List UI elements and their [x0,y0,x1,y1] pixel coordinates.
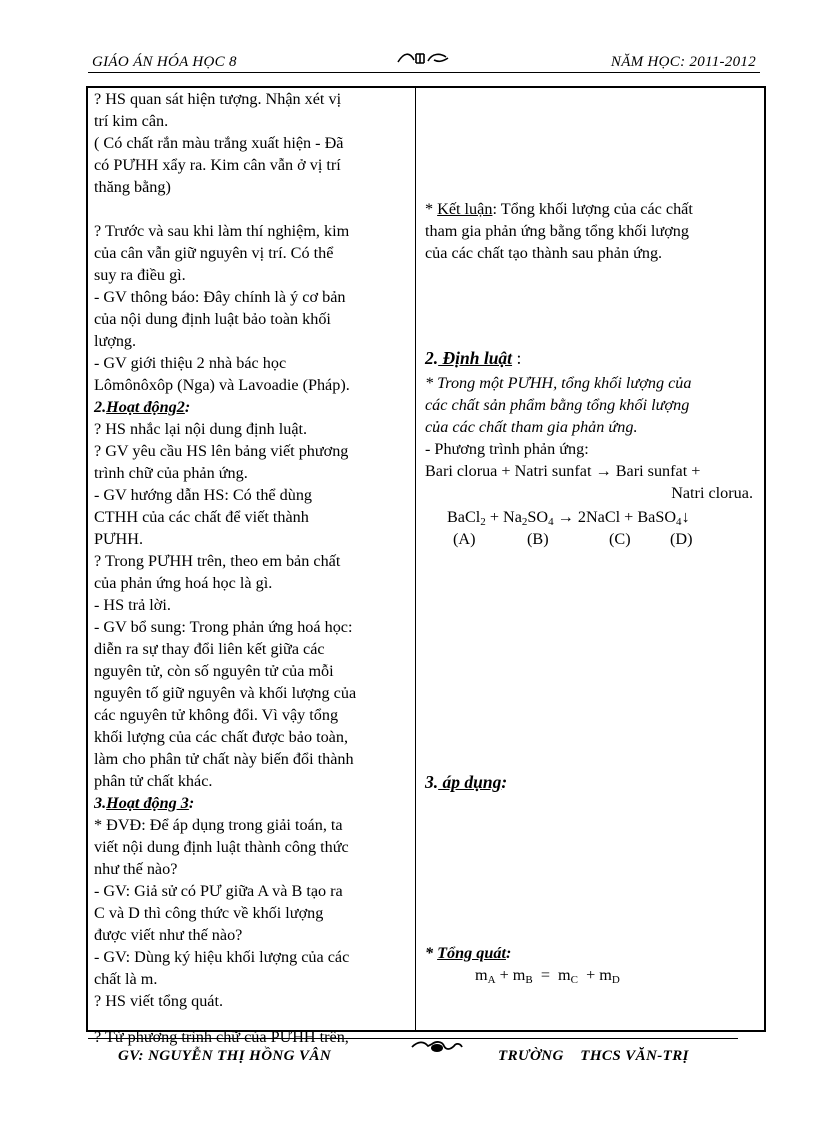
text-line: trí kim cân. [94,112,169,130]
text-line: chất là m. [94,970,158,988]
text-line: nguyên tử, còn số nguyên tử của mỗi [94,662,334,680]
column-divider [415,88,416,1030]
text-line: - HS trả lời. [94,596,171,614]
activity-2-heading: 2.Hoạt động2: [94,398,191,416]
label-c: (C) [609,530,631,548]
text-line: của các chất tạo thành sau phản ứng. [425,244,663,262]
header-school-year: NĂM HỌC: 2011-2012 [610,54,756,70]
text-line: ? Trong PƯHH trên, theo em bản chất [94,552,341,570]
flourish-ornament-icon [410,1040,464,1054]
label-b: (B) [527,530,549,548]
text-line: các chất sản phẩm bằng tổng khối lượng [425,396,690,414]
activity-3-heading: 3.Hoạt động 3: [94,794,195,812]
conclusion-block: * Kết luận: Tổng khối lượng của các chất tham gia phản ứng bằng tổng khối lượng của các chất tạo thành sau phản ứng. [425,200,693,262]
text-line: tham gia phản ứng bằng tổng khối lượng [425,222,689,240]
activity-3-block [94,814,410,1012]
mass-formula: $m_A + m_B = m_C + m_D$ [475,966,620,986]
text-line: làm cho phân tử chất này biến đổi thành [94,750,354,768]
text-line: - GV thông báo: Đây chính là ý cơ bản [94,288,346,306]
text-line: của cân vẫn giữ nguyên vị trí. Có thể [94,244,334,262]
text-line: ? GV yêu cầu HS lên bảng viết phương [94,442,349,460]
text-line: thăng bằng) [94,178,171,196]
activity-2-block [94,418,410,792]
text-line: CTHH của các chất để viết thành [94,508,309,526]
word-equation-line-2: Natri clorua. [671,484,753,502]
text-line: - GV: Giả sử có PƯ giữa A và B tạo ra [94,882,343,900]
text-line: ? Trước và sau khi làm thí nghiệm, kim [94,222,350,240]
text-line: như thế nào? [94,860,178,878]
text-line: PƯHH. [94,530,143,548]
text-line: ? HS viết tổng quát. [94,992,224,1010]
conclusion-label: Kết luận [437,200,493,218]
text-line: * Trong một PƯHH, tổng khối lượng của [425,374,692,392]
text-line: suy ra điều gì. [94,266,186,284]
text-line: - GV giới thiệu 2 nhà bác học [94,354,287,372]
text-line: của nội dung định luật bảo toàn khối [94,310,331,328]
text-line: ? HS nhắc lại nội dung định luật. [94,420,308,438]
scroll-ornament-icon [394,48,452,68]
text-line: ? Từ phương trình chữ của PƯHH trên, [94,1028,349,1046]
text-line: * ĐVĐ: Để áp dụng trong giải toán, ta [94,816,343,834]
text-line: phân tử chất khác. [94,772,213,790]
reaction-equation-label: - Phương trình phản ứng: [425,440,589,458]
text-line: được viết như thế nào? [94,926,243,944]
text-line: lượng. [94,332,137,350]
text-line: ( Có chất rắn màu trắng xuất hiện - Đã [94,134,344,152]
lesson-table [86,86,766,1046]
footer-school: TRƯỜNG THCS VĂN-TRỊ [498,1048,689,1064]
text-line: nguyên tố giữ nguyên và khối lượng của [94,684,357,702]
text-line: diễn ra sự thay đổi liên kết giữa các [94,640,325,658]
header-subject: GIÁO ÁN HÓA HỌC 8 [92,54,237,70]
page-header [88,50,760,73]
inference-block [94,220,410,396]
section-2-heading: 2. Định luật : [425,348,522,368]
chemical-equation: BaCl$_2$ + $Na_2SO_4$ → 2NaCl + BaSO$_4$↓ [447,508,690,528]
text-line: - GV: Dùng ký hiệu khối lượng của các [94,948,350,966]
footer-teacher: GV: NGUYỄN THỊ HỒNG VÂN [118,1048,332,1064]
text-line: trình chữ của phản ứng. [94,464,248,482]
label-a: (A) [453,530,476,548]
text-line: khối lượng của các chất được bảo toàn, [94,728,349,746]
text-line: - GV bổ sung: Trong phản ứng hoá học: [94,618,353,636]
word-equation-line-1: Bari clorua + Natri sunfat → Bari sunfat + [425,462,701,480]
text-line: có PƯHH xẩy ra. Kim cân vẫn ở vị trí [94,156,341,174]
label-d: (D) [670,530,693,548]
text-line: của phản ứng hoá học là gì. [94,574,273,592]
observation-block [94,88,410,198]
text-line: Lômônôxôp (Nga) và Lavoadie (Pháp). [94,376,350,394]
section-3-heading: 3. áp dụng: [425,772,508,792]
general-formula-heading: * Tổng quát: [425,944,512,962]
law-statement [425,372,691,438]
footer-rule [88,1038,738,1039]
text-line: - GV hướng dẫn HS: Có thể dùng [94,486,313,504]
text-line: ? HS quan sát hiện tượng. Nhận xét vị [94,90,342,108]
text-line: các nguyên tử không đổi. Vì vậy tổng [94,706,339,724]
text-line: viết nội dung định luật thành công thức [94,838,349,856]
teacher-activities-column [94,88,410,1048]
text-line: của các chất tham gia phản ứng. [425,418,638,436]
text-line: C và D thì công thức về khối lượng [94,904,324,922]
